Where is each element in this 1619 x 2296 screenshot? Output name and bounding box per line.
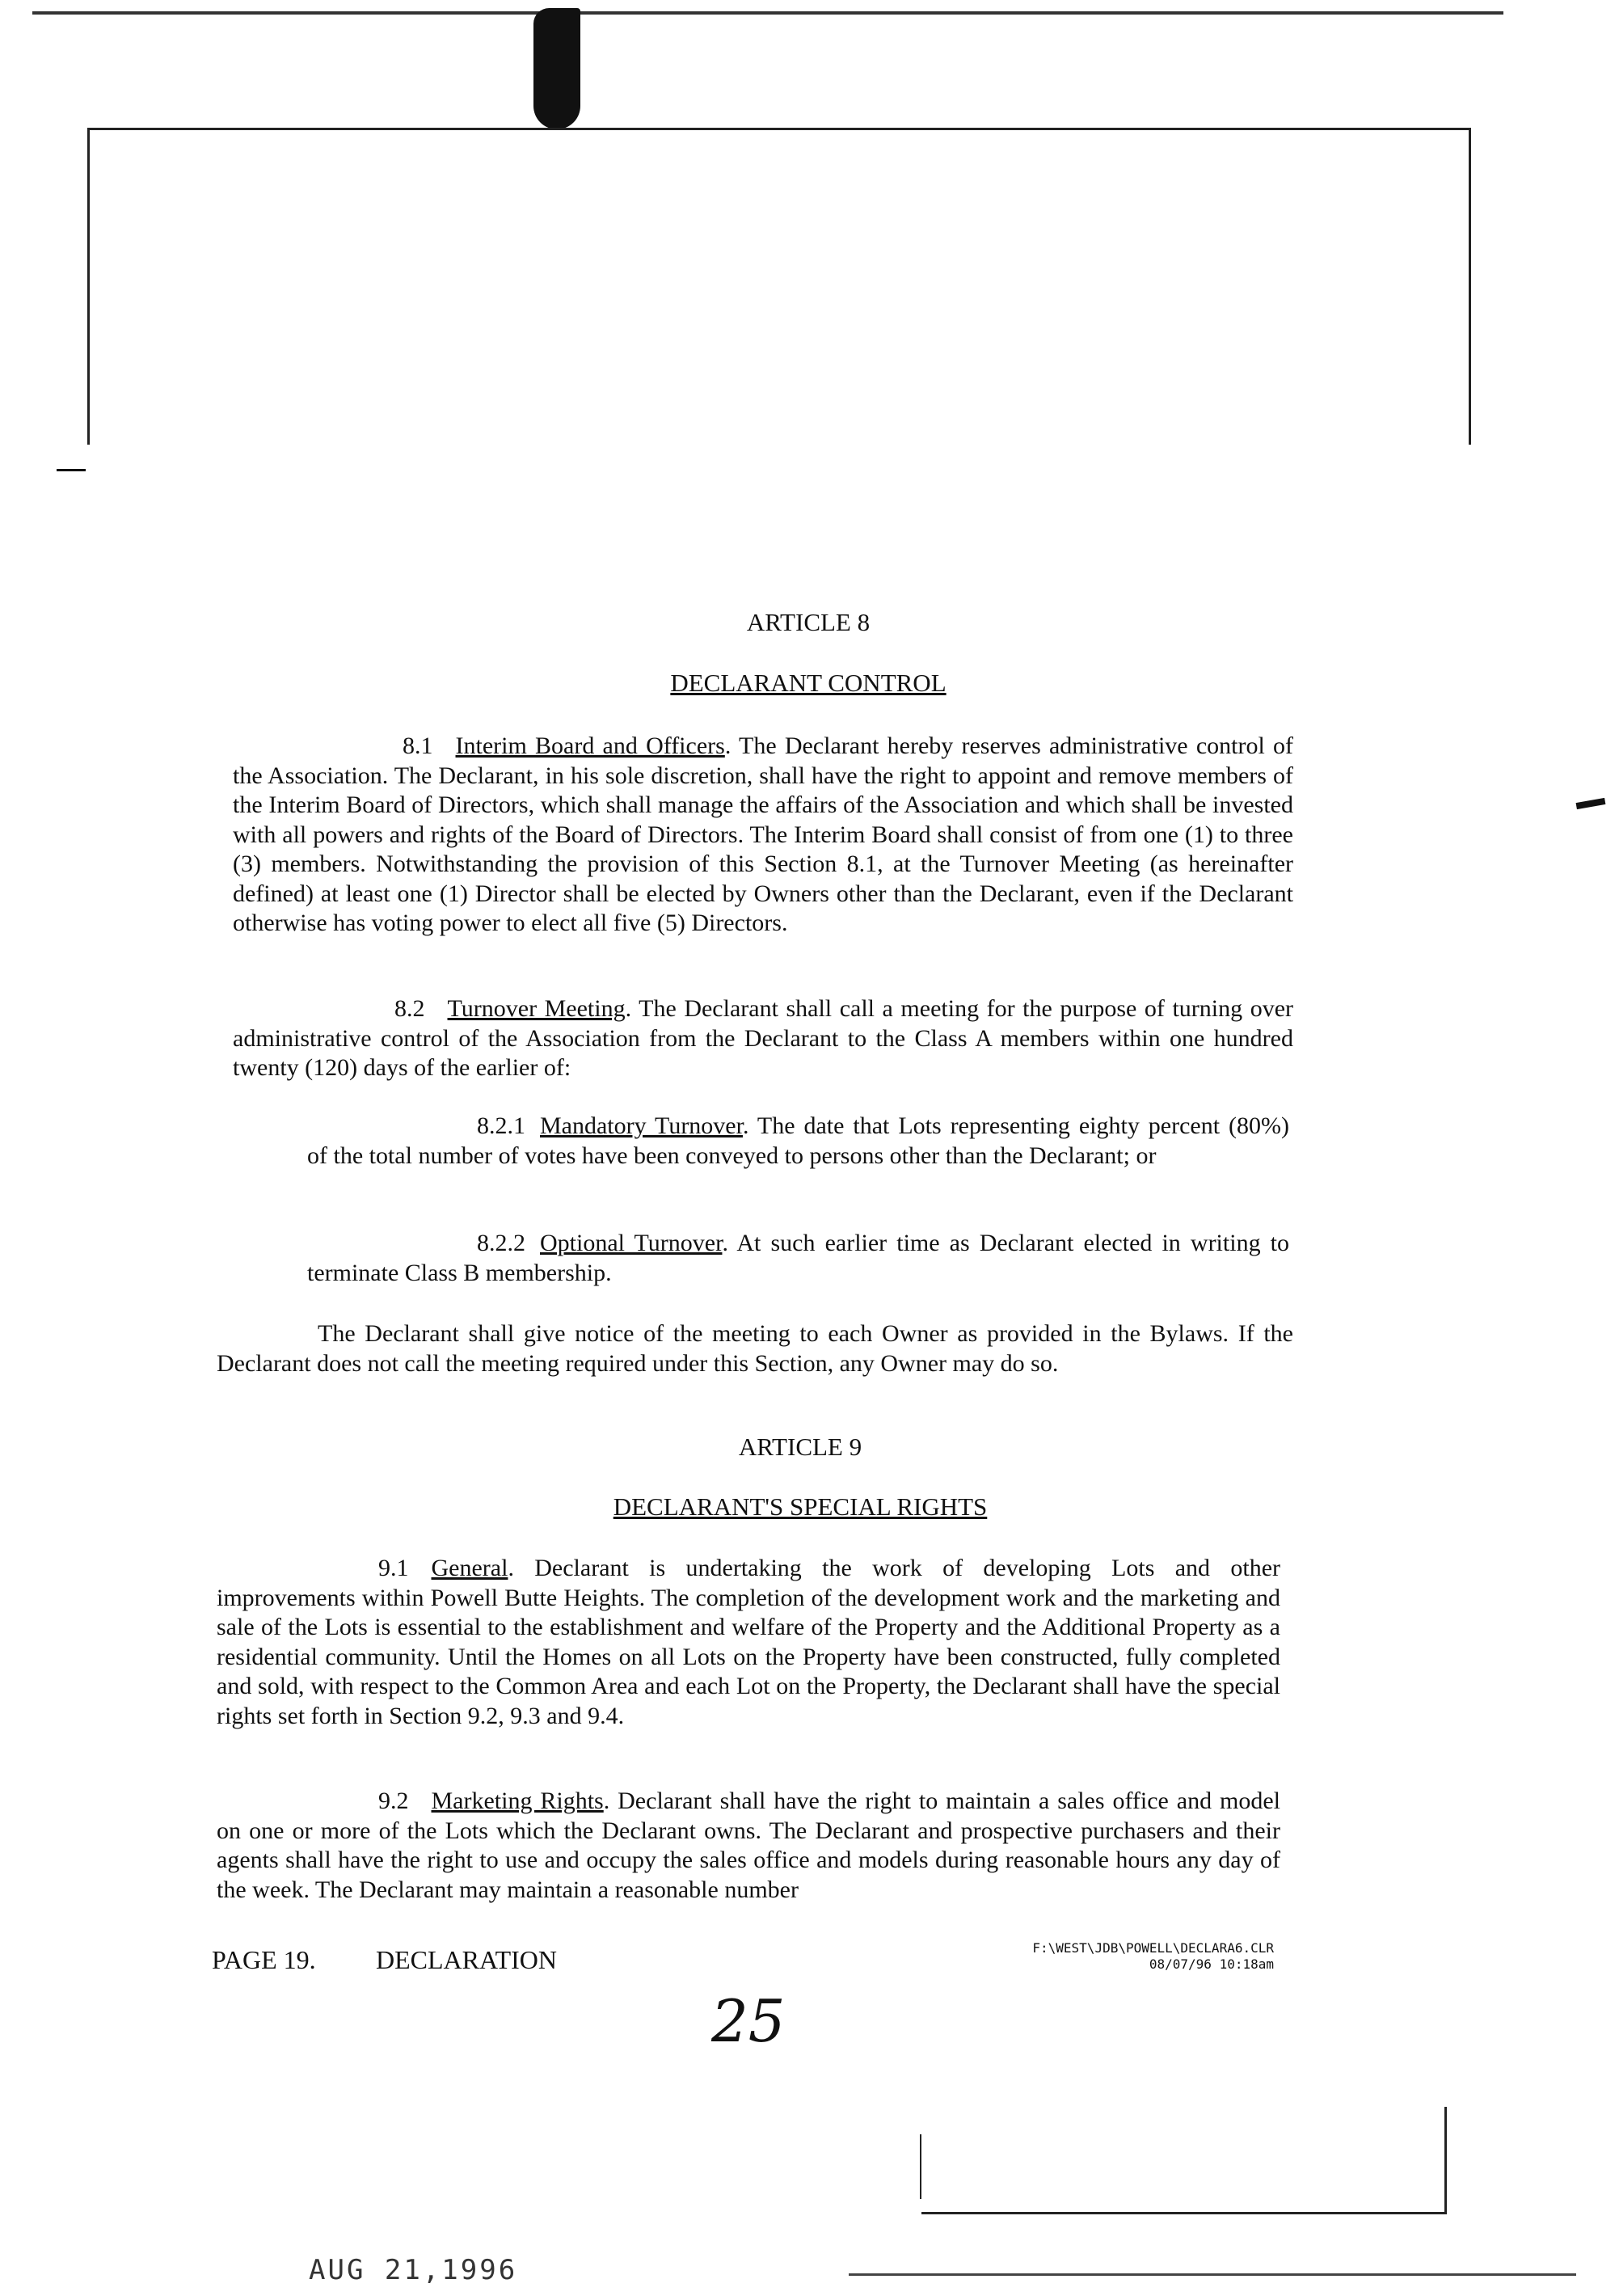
scan-binding-mark — [533, 8, 580, 129]
section-9-2-label: Marketing Rights — [431, 1787, 604, 1814]
section-8-2-number: 8.2 — [394, 995, 425, 1022]
section-9-2 — [217, 1787, 1280, 1905]
section-8-2-2-text: . At such earlier time as Declarant elected in writing to terminate Class B membership. — [307, 1230, 1289, 1286]
section-8-1 — [233, 732, 1293, 939]
turnover-notice: The Declarant shall give notice of the meeting to each Owner as provided in the Bylaws. If the Declarant does not call the meeting required under this Section, any Owner may do so. — [217, 1320, 1293, 1377]
article-8-heading — [48, 669, 1568, 698]
footer-file-datetime: 08/07/96 10:18am — [1149, 1956, 1274, 1972]
section-9-1-label: General — [431, 1555, 508, 1581]
footer-file-path: F:\WEST\JDB\POWELL\DECLARA6.CLR — [1032, 1940, 1274, 1956]
scan-bottom-edge — [849, 2273, 1576, 2276]
section-8-2-text: . The Declarant shall call a meeting for the purpose of turning over administrative control of the Association from the Declarant to the Class A members within one hundred twenty (120) days of the earlier of: — [233, 995, 1293, 1081]
section-8-1-number: 8.1 — [403, 732, 433, 759]
frame-right-line — [1469, 128, 1471, 445]
section-9-2-number: 9.2 — [378, 1787, 409, 1814]
section-9-1-text: . Declarant is undertaking the work of developing Lots and other improvements within Powell Butte Heights. The completion of the development work and the marketing and sale of the Lots is essential to the establishment and welfare of the Property and the Additional Property as a residential community. Until the Homes on all Lots on the Property have been constructed, fully completed and sold, with respect to the Common Area and each Lot on the Property, the Declarant shall have the special rights set forth in Section 9.2, 9.3 and 9.4. — [217, 1555, 1280, 1729]
footer-page-number: PAGE 19. — [212, 1945, 316, 1974]
scan-top-edge — [32, 11, 1503, 15]
section-8-2-1-label: Mandatory Turnover — [540, 1112, 743, 1139]
article-9-heading — [40, 1492, 1560, 1522]
bottom-box-tick — [920, 2134, 921, 2199]
section-8-1-label: Interim Board and Officers — [455, 732, 725, 759]
article-8-heading-text: DECLARANT CONTROL — [670, 669, 947, 697]
frame-top-line — [87, 128, 1471, 130]
section-8-2-1 — [307, 1112, 1289, 1171]
article-9-title: ARTICLE 9 — [738, 1433, 862, 1461]
section-8-2-2-number: 8.2.2 — [477, 1230, 525, 1256]
footer-document-name: DECLARATION — [376, 1945, 557, 1974]
section-8-1-text: . The Declarant hereby reserves administrative control of the Association. The Declarant, in his sole discretion, shall have the right to appoint and remove members of the Interim Board of Directors, which shall manage the affairs of the Association and which shall be invested with all powers and rights of the Board of Directors. The Interim Board shall consist of from one (1) to three (3) members. Notwithstanding the provision of this Section 8.1, at the Turnover Meeting (as hereinafter defined) at least one (1) Director shall be elected by Owners other than the Declarant, even if the Declarant otherwise has voting power to elect all five (5) Directors. — [233, 732, 1294, 936]
scan-speck — [1576, 798, 1606, 809]
bottom-box-line — [921, 2212, 1447, 2214]
section-9-1-number: 9.1 — [378, 1555, 409, 1581]
section-8-2-2-label: Optional Turnover — [540, 1230, 723, 1256]
section-8-2-2 — [307, 1229, 1289, 1288]
received-date-stamp: AUG 21,1996 — [309, 2254, 518, 2286]
section-8-2-label: Turnover Meeting — [447, 995, 626, 1022]
scan-speck — [57, 469, 86, 471]
article-8-title: ARTICLE 8 — [746, 608, 871, 636]
section-8-2-1-number: 8.2.1 — [477, 1112, 525, 1139]
article-9-heading-text: DECLARANT'S SPECIAL RIGHTS — [613, 1492, 988, 1521]
handwritten-page-number: 25 — [711, 1987, 786, 2055]
bottom-box-right-line — [1444, 2107, 1447, 2214]
section-9-2-text: . Declarant shall have the right to maintain a sales office and model on one or more of the Lots which the Declarant owns. The Declarant and prospective purchasers and their agents shall have the right to use and occupy the sales office and models during reasonable hours any day of the week. The Declarant may maintain a reasonable number — [217, 1787, 1280, 1903]
section-8-2-1-text: . The date that Lots representing eighty percent (80%) of the total number of votes have been conveyed to persons other than the Declarant; or — [307, 1112, 1290, 1169]
frame-left-line — [87, 128, 90, 445]
section-9-1 — [217, 1554, 1280, 1731]
section-8-2 — [233, 994, 1293, 1083]
